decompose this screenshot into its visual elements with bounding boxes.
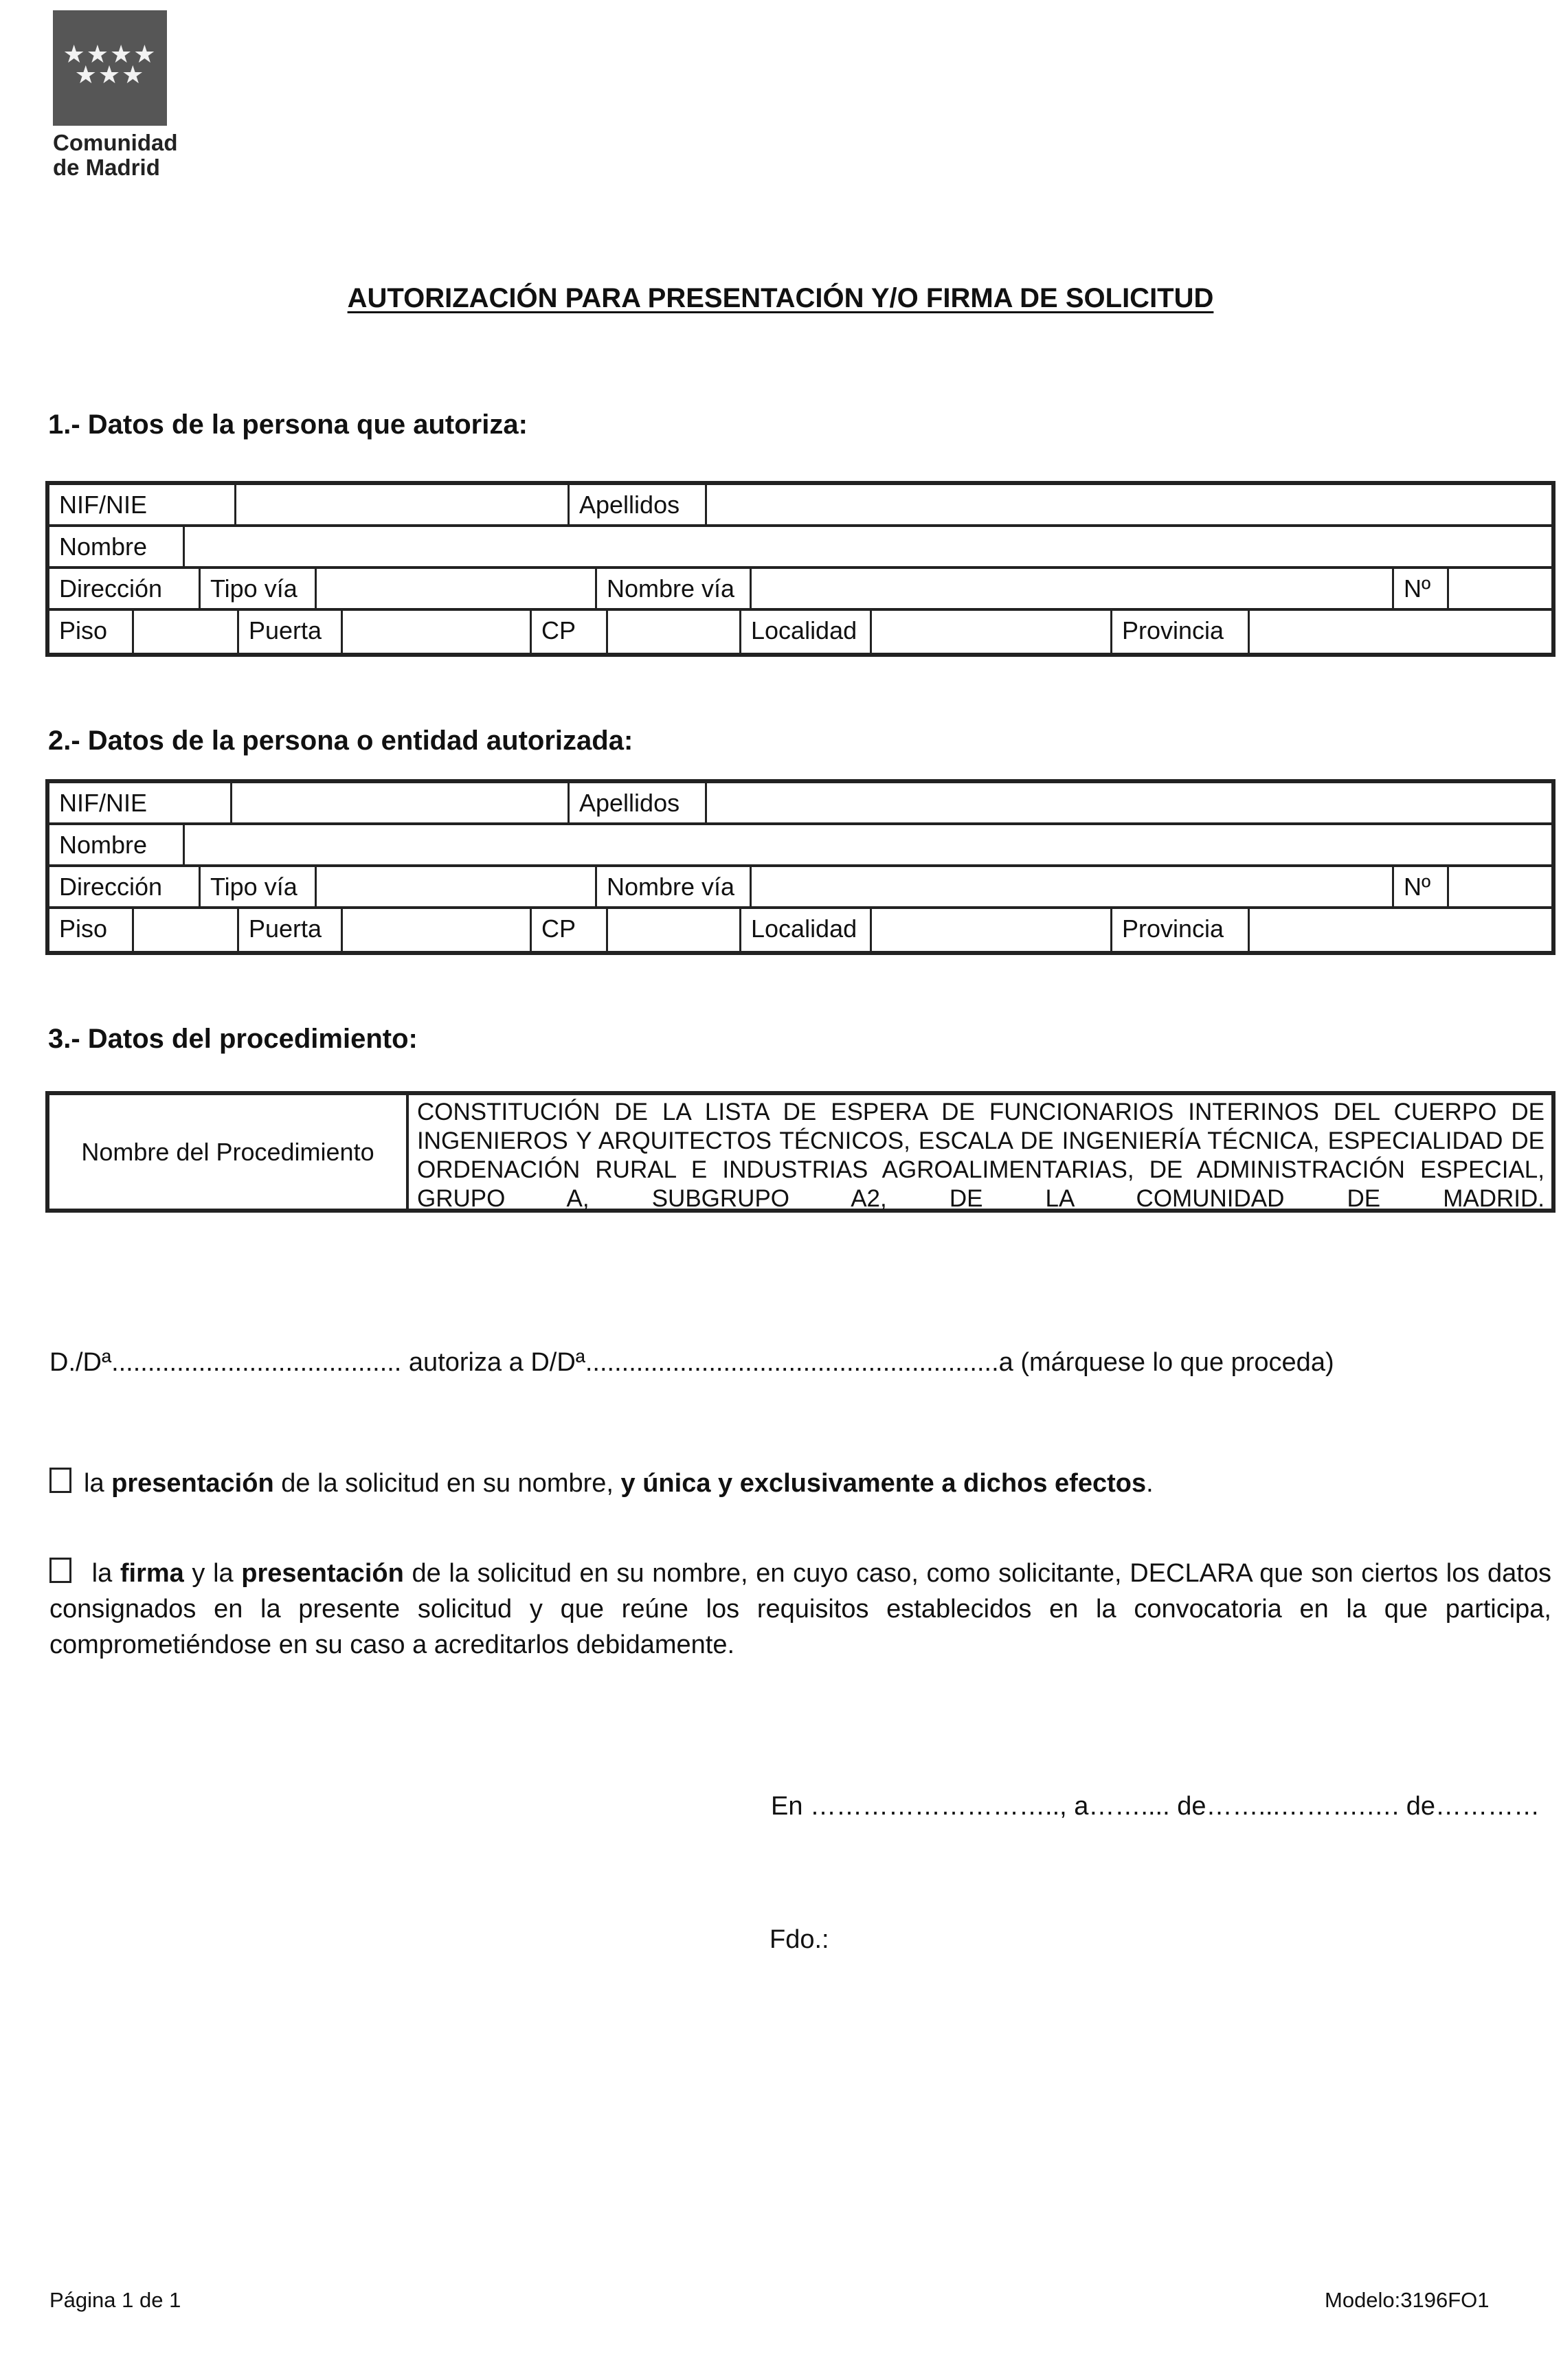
- row-direccion: [49, 569, 1551, 611]
- label-nombre-via: Nombre vía: [595, 867, 750, 906]
- input-numero[interactable]: [1447, 867, 1551, 906]
- label-direccion: Dirección: [59, 574, 163, 603]
- input-cp[interactable]: [606, 909, 739, 951]
- document-title: AUTORIZACIÓN PARA PRESENTACIÓN Y/O FIRMA DE SOLICITUD: [347, 283, 1214, 313]
- row-nif: [49, 783, 1551, 825]
- label-direccion: Dirección: [59, 873, 163, 901]
- model-number: Modelo:3196FO1: [1325, 2288, 1490, 2312]
- input-piso[interactable]: [132, 909, 237, 951]
- section2-heading: 2.- Datos de la persona o entidad autorizada:: [48, 726, 633, 756]
- input-apellidos[interactable]: [705, 783, 1551, 822]
- logo-box: [53, 10, 167, 126]
- stars-icon: ★★★★ ★★★: [63, 41, 157, 89]
- input-provincia[interactable]: [1248, 611, 1551, 653]
- row-nombre: [49, 527, 1551, 569]
- input-nombre-via[interactable]: [750, 569, 1392, 608]
- option-presentation: la presentación de la solicitud en su nombre, y única y exclusivamente a dichos efectos.: [49, 1468, 1154, 1498]
- label-numero: Nº: [1392, 569, 1447, 608]
- label-apellidos: Apellidos: [568, 783, 705, 822]
- input-tipo-via[interactable]: [315, 569, 595, 608]
- page-number: Página 1 de 1: [49, 2288, 181, 2312]
- row-nombre: [49, 825, 1551, 867]
- label-nombre-via: Nombre vía: [595, 569, 750, 608]
- label-piso: Piso: [59, 914, 108, 943]
- label-apellidos: Apellidos: [568, 485, 705, 524]
- label-puerta: Puerta: [237, 909, 341, 951]
- input-puerta[interactable]: [341, 611, 530, 653]
- option-signature-presentation: la firma y la presentación de la solicitud en su nombre, en cuyo caso, como solicitante, DECLARA que son ciertos los datos consignados en la presente solicitud y que reúne los requisitos establecidos en la convocatoria en la que participa, comprometiéndose en su caso a acreditarlos debidamente.: [49, 1559, 1551, 1659]
- logo-text: Comunidad de Madrid: [53, 130, 178, 180]
- section1-table: [45, 481, 1556, 657]
- label-nombre: Nombre: [59, 532, 148, 561]
- row-nif: [49, 485, 1551, 527]
- procedure-name: CONSTITUCIÓN DE LA LISTA DE ESPERA DE FUNCIONARIOS INTERINOS DEL CUERPO DE INGENIEROS Y ARQUITECTOS TÉCNICOS, ESCALA DE INGENIERÍA TÉCNICA, ESPECIALIDAD DE ORDENACIÓN RURAL E INDUSTRIAS AGROALIMENTARIAS, DE ADMINISTRACIÓN ESPECIAL, GRUPO A, SUBGRUPO A2, DE LA COMUNIDAD DE MADRID.: [417, 1099, 1545, 1212]
- authorization-line: D./Dª........................................ autoriza a D/Dª.........................................................a (márquese lo que proceda): [49, 1348, 1334, 1377]
- input-provincia[interactable]: [1248, 909, 1551, 951]
- procedure-label: Nombre del Procedimiento: [49, 1095, 409, 1209]
- label-numero: Nº: [1392, 867, 1447, 906]
- label-localidad: Localidad: [739, 611, 870, 653]
- input-puerta[interactable]: [341, 909, 530, 951]
- section2-table: [45, 779, 1556, 955]
- label-cp: CP: [530, 611, 606, 653]
- input-nif[interactable]: [234, 485, 568, 524]
- signed-by-label: Fdo.:: [770, 1925, 829, 1954]
- label-localidad: Localidad: [739, 909, 870, 951]
- input-nombre[interactable]: [183, 527, 1551, 566]
- label-tipo-via: Tipo vía: [199, 867, 315, 906]
- label-puerta: Puerta: [237, 611, 341, 653]
- input-apellidos[interactable]: [705, 485, 1551, 524]
- input-tipo-via[interactable]: [315, 867, 595, 906]
- label-nif: NIF/NIE: [59, 491, 148, 519]
- signature-presentation-checkbox[interactable]: [49, 1558, 71, 1583]
- input-nombre[interactable]: [183, 825, 1551, 864]
- label-provincia: Provincia: [1110, 611, 1248, 653]
- procedure-table: [45, 1091, 1556, 1213]
- input-nif[interactable]: [230, 783, 568, 822]
- section1-heading: 1.- Datos de la persona que autoriza:: [48, 409, 528, 440]
- label-piso: Piso: [59, 616, 108, 644]
- label-cp: CP: [530, 909, 606, 951]
- input-numero[interactable]: [1447, 569, 1551, 608]
- input-cp[interactable]: [606, 611, 739, 653]
- presentation-checkbox[interactable]: [49, 1468, 71, 1493]
- label-provincia: Provincia: [1110, 909, 1248, 951]
- row-direccion: [49, 867, 1551, 909]
- row-piso: [49, 611, 1551, 653]
- place-date-line[interactable]: En ……………………….., a…….... de……...……….…. de…………: [771, 1792, 1540, 1821]
- label-nif: NIF/NIE: [59, 789, 148, 817]
- label-nombre: Nombre: [59, 831, 148, 859]
- input-nombre-via[interactable]: [750, 867, 1392, 906]
- section3-heading: 3.- Datos del procedimiento:: [48, 1024, 418, 1054]
- label-tipo-via: Tipo vía: [199, 569, 315, 608]
- row-piso: [49, 909, 1551, 951]
- input-piso[interactable]: [132, 611, 237, 653]
